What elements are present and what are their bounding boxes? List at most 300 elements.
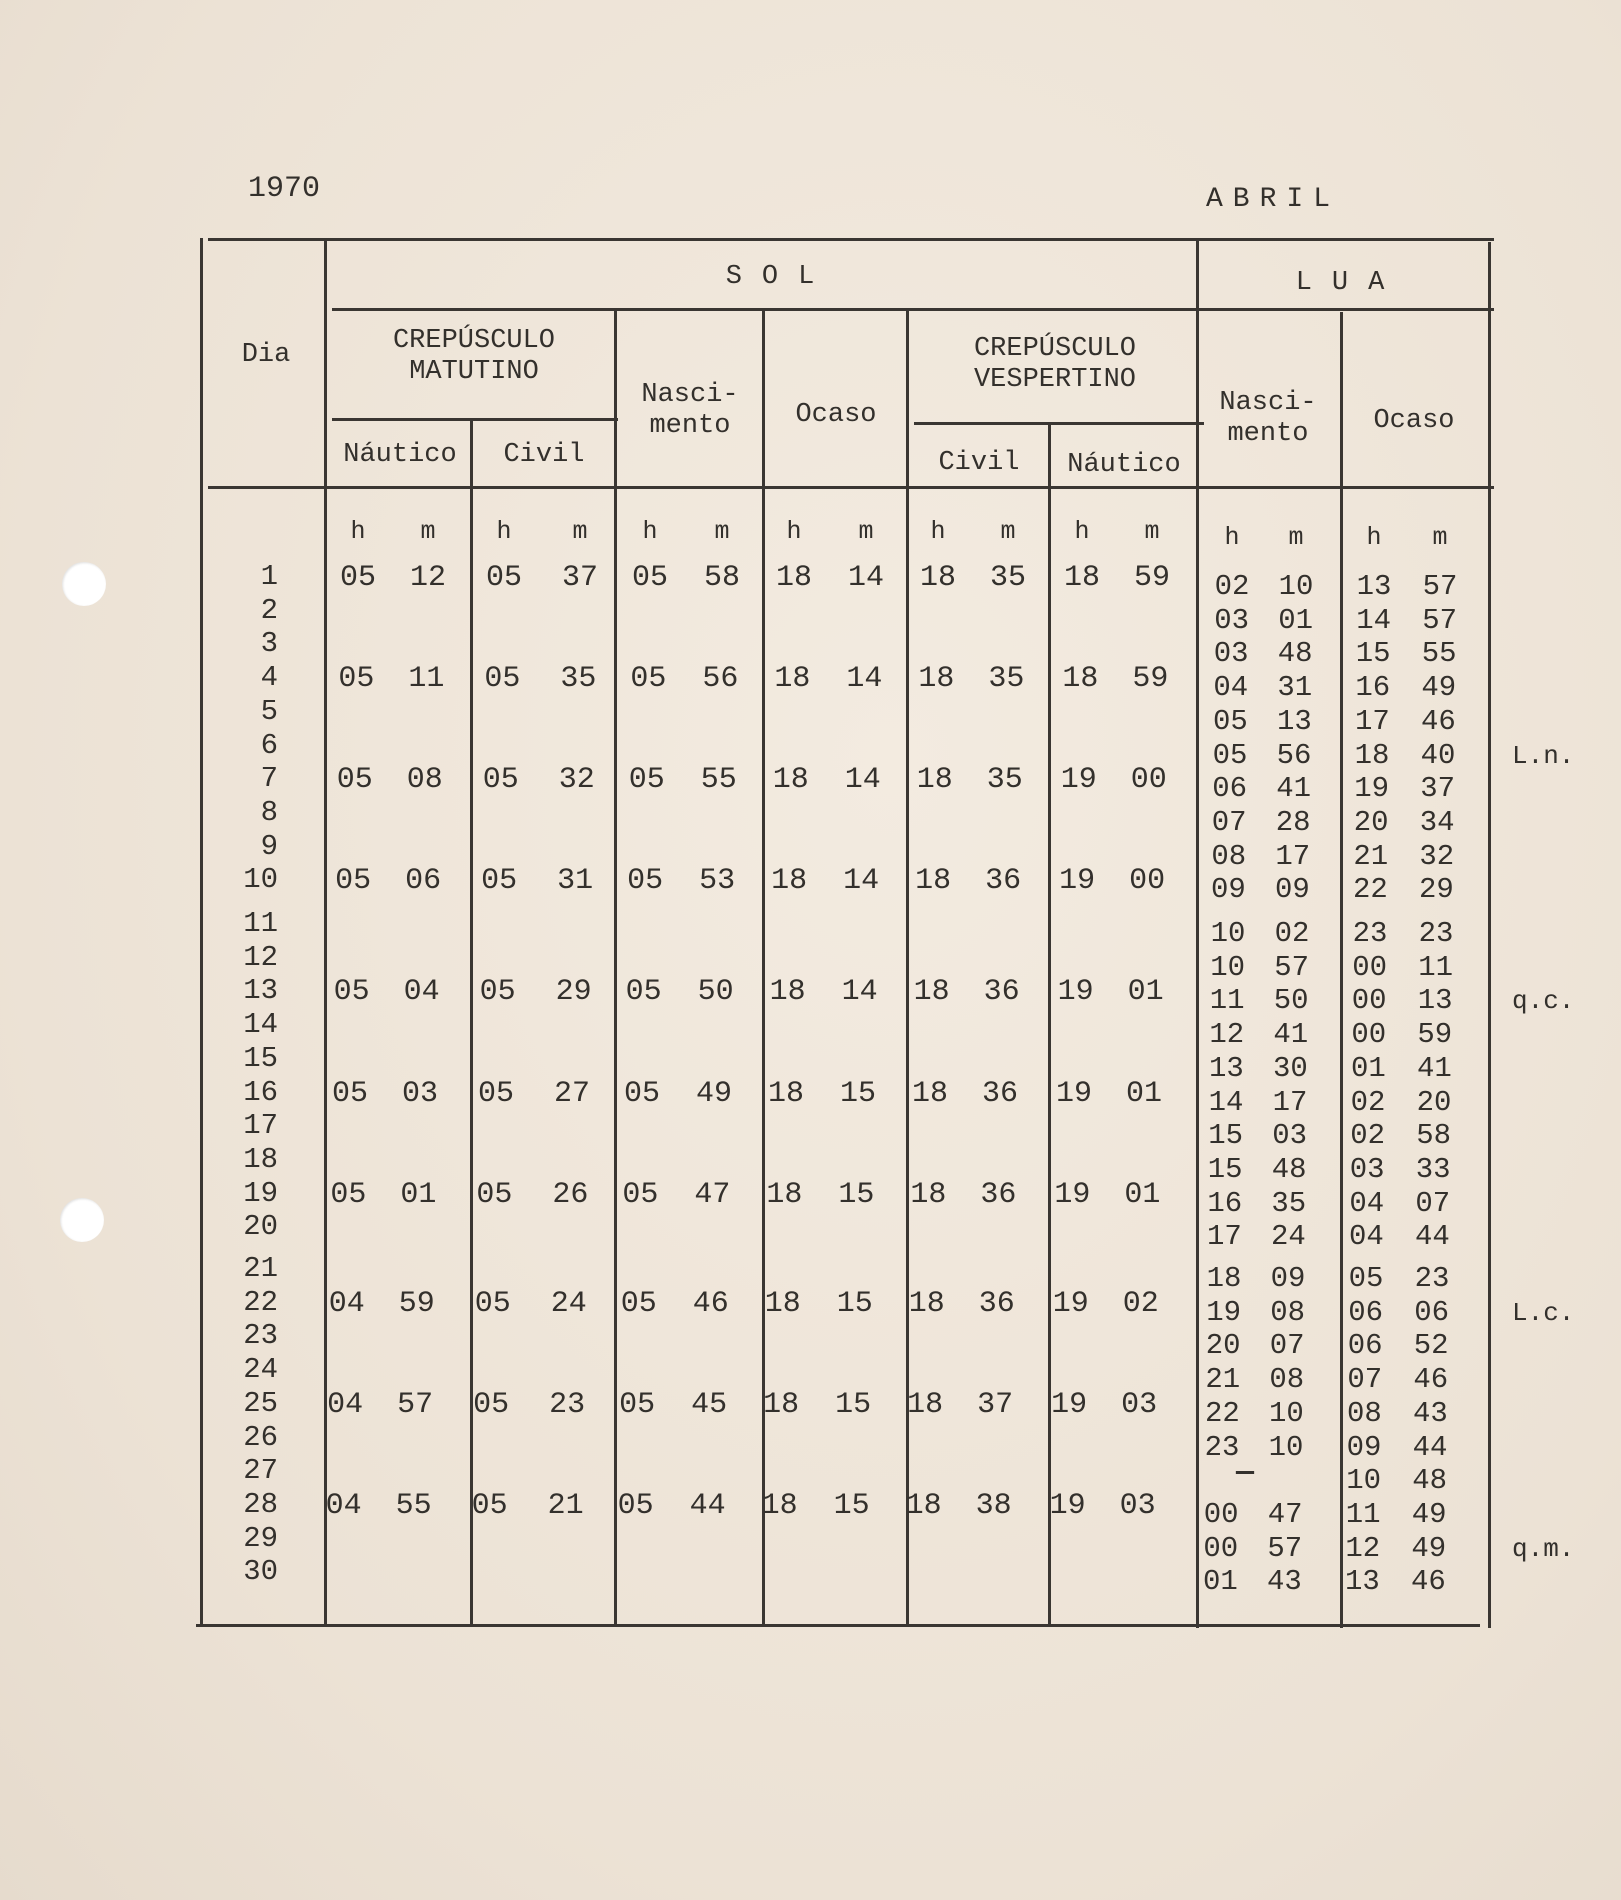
lua-time-value: 23 (1352, 917, 1388, 950)
day-number: 18 (243, 1142, 278, 1176)
lua-time-value: 09 (1210, 873, 1246, 907)
lua-time-value: 19 (1354, 772, 1389, 806)
unit-m-label: m (1432, 523, 1448, 552)
lua-time-value: 06 (1414, 1295, 1449, 1329)
lua-time-value: 00 (1203, 1531, 1239, 1565)
day-number: 10 (243, 863, 278, 897)
sol-time-value: 37 (561, 561, 599, 595)
lua-time-value: 15 (1355, 637, 1391, 671)
sol-time-value: 05 (620, 1286, 657, 1321)
sol-time-value: 19 (1049, 1488, 1086, 1523)
lua-time-value: 10 (1346, 1464, 1381, 1498)
sol-time-value: 47 (694, 1177, 731, 1212)
sol-time-value: 05 (331, 1076, 369, 1111)
sol-time-value: 18 (905, 1488, 942, 1523)
sol-time-value: 18 (919, 561, 957, 595)
sol-time-value: 36 (978, 1286, 1015, 1321)
lua-time-value: 44 (1414, 1220, 1450, 1254)
sol-time-value: 05 (333, 975, 370, 1010)
sol-time-value: 35 (988, 662, 1025, 697)
lua-time-value: 23 (1414, 1262, 1450, 1295)
lua-time-value: 17 (1275, 839, 1311, 873)
sol-time-value: 18 (764, 1286, 801, 1321)
sol-time-value: 18 (772, 763, 809, 798)
unit-m-label: m (1144, 517, 1160, 546)
lua-time-value: 07 (1269, 1329, 1305, 1363)
lua-time-value: 20 (1205, 1329, 1241, 1363)
sol-time-value: 59 (1133, 561, 1171, 595)
lua-time-value: 32 (1419, 839, 1455, 873)
lua-time-value: 07 (1211, 805, 1247, 839)
sol-time-value: 05 (619, 1387, 656, 1422)
lua-time-value: 08 (1269, 1363, 1305, 1397)
header-vespertino-civil: Civil (938, 448, 1020, 478)
day-number: 14 (243, 1008, 278, 1042)
lua-time-value: 46 (1410, 1565, 1446, 1599)
sol-time-value: 00 (1130, 763, 1167, 798)
day-number: 17 (243, 1109, 278, 1143)
day-number: 6 (260, 728, 278, 762)
subgroup-divider-vespertino (914, 422, 1204, 425)
day-number: 19 (243, 1176, 278, 1210)
lua-time-value: 04 (1348, 1220, 1384, 1254)
day-number: 26 (243, 1420, 278, 1454)
sol-time-value: 14 (844, 763, 881, 798)
day-number: 28 (243, 1487, 278, 1521)
sol-time-value: 05 (336, 763, 373, 798)
sol-time-value: 04 (325, 1488, 362, 1523)
day-number: 16 (243, 1075, 278, 1109)
sol-time-value: 35 (986, 763, 1023, 798)
lua-time-value: 03 (1349, 1152, 1385, 1186)
header-matutino-civil: Civil (503, 440, 585, 470)
lua-time-value: 11 (1345, 1497, 1381, 1531)
lua-time-value: 48 (1277, 637, 1313, 671)
sol-time-value: 57 (397, 1387, 434, 1422)
lua-time-value: 09 (1270, 1262, 1306, 1295)
unit-m-label: m (1000, 517, 1016, 546)
day-number: 27 (243, 1454, 278, 1488)
sol-time-value: 01 (1127, 975, 1164, 1010)
lua-time-value: 33 (1415, 1152, 1451, 1186)
lua-time-value: 00 (1351, 984, 1387, 1018)
sol-time-value: 26 (552, 1177, 589, 1212)
day-number: 12 (243, 940, 278, 974)
lua-time-value: 05 (1212, 704, 1248, 738)
sol-time-value: 24 (550, 1286, 587, 1321)
header-sol-ocaso: Ocaso (795, 400, 877, 430)
lua-time-value: 11 (1209, 984, 1245, 1018)
lua-time-value: 13 (1208, 1051, 1244, 1085)
lua-time-value: 13 (1356, 570, 1392, 603)
sol-time-value: 31 (557, 864, 594, 899)
unit-h-label: h (642, 517, 658, 546)
sol-time-value: 18 (766, 1177, 803, 1212)
lua-time-value: 02 (1274, 917, 1310, 950)
header-sol-nascimento: Nasci- mento (641, 380, 739, 442)
header-crepusculo-matutino: CREPÚSCULO MATUTINO (392, 326, 556, 388)
lua-time-value: 04 (1213, 671, 1249, 705)
day-number: 2 (260, 593, 278, 627)
sol-time-value: 05 (484, 662, 521, 697)
sol-time-value: 18 (769, 975, 806, 1010)
sol-time-value: 18 (911, 1076, 949, 1111)
lua-time-value: 24 (1270, 1220, 1306, 1254)
lua-time-value: 12 (1209, 1018, 1245, 1052)
sol-time-value: 36 (983, 975, 1020, 1010)
lua-time-value: 35 (1271, 1186, 1307, 1220)
lua-time-value: 12 (1345, 1531, 1381, 1565)
lua-time-value: 57 (1274, 950, 1309, 984)
col-divider-vesp-civil (1048, 424, 1051, 1626)
col-divider-nascimento (762, 310, 765, 1624)
moon-phase-label: L.c. (1512, 1297, 1575, 1328)
sol-time-value: 05 (625, 975, 662, 1010)
sol-time-value: 44 (689, 1488, 726, 1523)
day-number: 15 (243, 1041, 278, 1075)
day-number: 7 (260, 762, 278, 796)
sol-time-value: 04 (403, 975, 440, 1010)
sol-time-value: 05 (473, 1387, 510, 1422)
sol-time-value: 04 (327, 1387, 364, 1422)
sol-time-value: 05 (622, 1177, 659, 1212)
sol-time-value: 03 (1119, 1488, 1156, 1523)
sol-time-value: 01 (1125, 1076, 1163, 1111)
lua-time-value: 10 (1278, 570, 1314, 603)
unit-m-label: m (420, 517, 436, 546)
sol-time-value: 01 (1124, 1177, 1161, 1212)
sol-time-value: 53 (699, 864, 736, 899)
sol-time-value: 05 (338, 662, 375, 697)
sol-time-value: 11 (408, 662, 445, 697)
lua-time-value: 23 (1204, 1430, 1240, 1464)
unit-h-label: h (496, 517, 512, 546)
lua-time-value: 49 (1421, 671, 1457, 705)
lua-time-value: 10 (1268, 1430, 1304, 1464)
sol-time-value: 59 (1132, 662, 1169, 697)
sol-time-value: 18 (1063, 561, 1101, 595)
sol-time-value: 18 (907, 1387, 944, 1422)
lua-time-value: 03 (1213, 637, 1249, 671)
sol-time-value: 19 (1054, 1177, 1091, 1212)
lua-time-value: 59 (1417, 1018, 1453, 1052)
sol-time-value: 35 (989, 561, 1027, 595)
sol-time-value: 05 (330, 1177, 367, 1212)
sol-time-value: 27 (553, 1076, 591, 1111)
lua-time-value: 17 (1206, 1220, 1242, 1254)
table-border-top (208, 238, 1494, 241)
sol-time-value: 18 (910, 1177, 947, 1212)
sol-time-value: 18 (1062, 662, 1099, 697)
sol-time-value: 18 (915, 864, 952, 899)
sol-time-value: 05 (481, 864, 518, 899)
lua-time-value: 30 (1272, 1051, 1308, 1085)
lua-time-value: 46 (1413, 1363, 1449, 1397)
lua-time-value: 05 (1212, 738, 1248, 772)
sol-time-value: 05 (631, 561, 669, 595)
sol-time-value: 36 (981, 1076, 1019, 1111)
day-number: 11 (243, 907, 278, 940)
sol-time-value: 19 (1051, 1387, 1088, 1422)
day-number: 20 (243, 1210, 278, 1244)
table-border-bottom (196, 1624, 1480, 1627)
lua-time-value: 10 (1268, 1396, 1304, 1430)
sol-time-value: 18 (913, 975, 950, 1010)
lua-time-value: 23 (1418, 917, 1454, 950)
sol-time-value: 05 (474, 1286, 511, 1321)
sol-time-value: 32 (558, 763, 595, 798)
lua-time-value: 57 (1422, 570, 1458, 603)
lua-time-value: 49 (1411, 1497, 1447, 1531)
lua-time-value: 22 (1352, 873, 1388, 907)
sol-time-value: 19 (1052, 1286, 1089, 1321)
day-number: 3 (260, 627, 278, 661)
lua-time-value: 41 (1416, 1051, 1452, 1085)
lua-time-value: 40 (1420, 738, 1456, 772)
sol-time-value: 05 (617, 1488, 654, 1523)
col-divider-nautico (470, 420, 473, 1624)
sol-time-value: 49 (695, 1076, 733, 1111)
day-number: 25 (243, 1386, 278, 1420)
unit-h-label: h (786, 517, 802, 546)
day-number: 23 (243, 1319, 278, 1353)
lua-time-value: 16 (1207, 1186, 1243, 1220)
sol-time-value: 14 (841, 975, 878, 1010)
lua-time-value: 13 (1344, 1565, 1380, 1599)
lua-time-value: 09 (1346, 1430, 1382, 1464)
lua-time-value: 44 (1412, 1430, 1448, 1464)
sol-time-value: 36 (985, 864, 1022, 899)
lua-time-value: 31 (1277, 671, 1313, 705)
lua-time-value: 41 (1273, 1018, 1309, 1052)
sol-time-value: 19 (1057, 975, 1094, 1010)
sol-time-value: 18 (761, 1488, 798, 1523)
lua-time-value: 55 (1421, 637, 1457, 671)
lua-time-value: 01 (1350, 1051, 1386, 1085)
sol-time-value: 59 (398, 1286, 435, 1321)
lua-time-value: 20 (1353, 805, 1389, 839)
day-number: 29 (243, 1521, 278, 1555)
lua-time-value: 01 (1202, 1565, 1238, 1599)
punch-hole-top (62, 562, 106, 606)
sol-time-value: 05 (623, 1076, 661, 1111)
lua-time-value: 17 (1272, 1085, 1308, 1119)
month-label: ABRIL (1206, 184, 1341, 215)
sol-time-value: 38 (975, 1488, 1012, 1523)
sol-time-value: 50 (697, 975, 734, 1010)
day-number: 13 (243, 974, 278, 1008)
day-number: 4 (260, 661, 278, 695)
lua-time-value: 56 (1276, 738, 1312, 772)
moon-phase-label: q.c. (1512, 986, 1575, 1017)
sol-time-value: 21 (547, 1488, 584, 1523)
sol-time-value: 18 (908, 1286, 945, 1321)
lua-time-value: 43 (1412, 1396, 1448, 1430)
sol-time-value: 05 (339, 561, 377, 595)
lua-time-value: 20 (1416, 1085, 1452, 1119)
sol-time-value: 55 (395, 1488, 432, 1523)
day-number: 5 (260, 694, 278, 728)
sol-time-value: 18 (918, 662, 955, 697)
lua-time-value: 08 (1211, 839, 1247, 873)
sol-time-value: 01 (400, 1177, 437, 1212)
sol-time-value: 37 (977, 1387, 1014, 1422)
lua-time-value: 19 (1206, 1295, 1241, 1329)
lua-time-value: 08 (1346, 1396, 1382, 1430)
lua-time-value: 57 (1422, 603, 1457, 637)
sol-time-value: 05 (335, 864, 372, 899)
sol-time-value: 45 (691, 1387, 728, 1422)
sol-time-value: 18 (916, 763, 953, 798)
header-crepusculo-vespertino: CREPÚSCULO VESPERTINO (973, 334, 1137, 396)
lua-time-value: 41 (1276, 772, 1311, 806)
lua-time-value: 52 (1413, 1329, 1449, 1363)
lua-time-value: 13 (1417, 984, 1453, 1018)
sol-time-value: 05 (479, 975, 516, 1010)
sol-time-value: 14 (847, 561, 885, 595)
sol-time-value: 00 (1129, 864, 1166, 899)
subgroup-divider-matutino (332, 418, 618, 421)
sol-time-value: 15 (838, 1177, 875, 1212)
sol-time-value: 05 (477, 1076, 515, 1111)
lua-time-value: 07 (1415, 1186, 1451, 1220)
lua-time-value: 09 (1274, 873, 1310, 907)
lua-time-value: 02 (1350, 1119, 1385, 1153)
day-number: 21 (243, 1252, 278, 1285)
unit-m-label: m (572, 517, 588, 546)
moon-phase-label: L.n. (1512, 740, 1575, 771)
lua-time-value: 50 (1273, 984, 1309, 1018)
sol-time-value: 46 (692, 1286, 729, 1321)
header-lua: LUA (1295, 268, 1405, 298)
lua-time-value: 18 (1354, 738, 1390, 772)
sol-time-value: 05 (482, 763, 519, 798)
sol-time-value: 35 (560, 662, 597, 697)
unit-m-label: m (858, 517, 874, 546)
lua-time-value: 21 (1205, 1363, 1241, 1397)
sol-time-value: 18 (763, 1387, 800, 1422)
lua-time-value: 06 (1347, 1329, 1383, 1363)
sol-time-value: 05 (630, 662, 667, 697)
header-lua-ocaso: Ocaso (1373, 406, 1455, 436)
unit-h-label: h (1074, 517, 1090, 546)
col-divider-lua (1340, 312, 1343, 1628)
lua-time-value: 47 (1267, 1497, 1303, 1531)
lua-time-value: 02 (1350, 1085, 1386, 1119)
lua-time-value: 16 (1355, 671, 1391, 705)
lua-time-value: 13 (1276, 704, 1312, 738)
lua-time-value: 03 (1214, 603, 1249, 637)
lua-time-value: 06 (1348, 1295, 1383, 1329)
sol-time-value: 08 (406, 763, 443, 798)
col-divider-civil (614, 310, 617, 1624)
moonrise-none-dash: — (1236, 1456, 1255, 1491)
lua-time-value: 15 (1208, 1119, 1243, 1153)
lua-time-value: 22 (1204, 1396, 1240, 1430)
sol-time-value: 05 (628, 763, 665, 798)
header-dia: Dia (241, 340, 291, 370)
sol-time-value: 05 (471, 1488, 508, 1523)
unit-h-label: h (1366, 523, 1382, 552)
sol-time-value: 14 (846, 662, 883, 697)
day-number: 8 (260, 795, 278, 829)
sol-time-value: 12 (409, 561, 447, 595)
lua-time-value: 10 (1210, 950, 1245, 984)
sol-time-value: 18 (775, 561, 813, 595)
sol-time-value: 04 (328, 1286, 365, 1321)
unit-h-label: h (930, 517, 946, 546)
header-sol: SOL (725, 262, 835, 292)
punch-hole-bottom (60, 1198, 104, 1242)
lua-time-value: 46 (1420, 704, 1456, 738)
sol-time-value: 18 (774, 662, 811, 697)
lua-time-value: 00 (1203, 1497, 1239, 1531)
header-lua-nascimento: Nasci- mento (1219, 388, 1317, 450)
lua-time-value: 08 (1270, 1295, 1305, 1329)
day-number: 22 (243, 1285, 278, 1319)
lua-time-value: 58 (1416, 1119, 1451, 1153)
header-matutino-nautico: Náutico (343, 440, 457, 470)
sol-time-value: 05 (627, 864, 664, 899)
lua-time-value: 29 (1418, 873, 1454, 907)
lua-time-value: 10 (1210, 917, 1246, 950)
col-divider-ocaso (906, 310, 909, 1624)
sol-time-value: 29 (555, 975, 592, 1010)
unit-h-label: h (350, 517, 366, 546)
lua-time-value: 21 (1353, 839, 1389, 873)
sol-time-value: 15 (835, 1387, 872, 1422)
sol-time-value: 19 (1059, 864, 1096, 899)
group-divider (332, 308, 1494, 311)
sol-time-value: 03 (1121, 1387, 1158, 1422)
lua-time-value: 48 (1412, 1464, 1447, 1498)
moon-phase-label: q.m. (1512, 1533, 1575, 1564)
lua-time-value: 00 (1352, 950, 1387, 984)
lua-time-value: 37 (1420, 772, 1455, 806)
sol-time-value: 05 (476, 1177, 513, 1212)
sol-time-value: 15 (839, 1076, 877, 1111)
lua-time-value: 05 (1348, 1262, 1384, 1295)
lua-time-value: 49 (1411, 1531, 1447, 1565)
sol-time-value: 58 (703, 561, 741, 595)
sol-time-value: 18 (767, 1076, 805, 1111)
sol-time-value: 03 (401, 1076, 439, 1111)
sol-time-value: 14 (843, 864, 880, 899)
lua-time-value: 28 (1275, 805, 1311, 839)
lua-time-value: 15 (1207, 1152, 1243, 1186)
header-vespertino-nautico: Náutico (1067, 450, 1181, 480)
unit-m-label: m (1288, 523, 1304, 552)
header-divider (208, 486, 1494, 489)
table-border-right (1488, 242, 1491, 1628)
day-number: 24 (243, 1353, 278, 1387)
lua-time-value: 48 (1271, 1152, 1307, 1186)
sol-time-value: 15 (836, 1286, 873, 1321)
sol-time-value: 19 (1055, 1076, 1093, 1111)
table-border-left (200, 238, 203, 1626)
sol-time-value: 15 (833, 1488, 870, 1523)
lua-time-value: 11 (1418, 950, 1453, 984)
day-number: 9 (260, 829, 278, 863)
sol-time-value: 55 (700, 763, 737, 798)
lua-time-value: 01 (1278, 603, 1313, 637)
lua-time-value: 14 (1208, 1085, 1244, 1119)
sol-time-value: 06 (405, 864, 442, 899)
lua-time-value: 57 (1267, 1531, 1303, 1565)
lua-time-value: 00 (1351, 1018, 1387, 1052)
lua-time-value: 07 (1347, 1363, 1383, 1397)
sol-time-value: 36 (980, 1177, 1017, 1212)
